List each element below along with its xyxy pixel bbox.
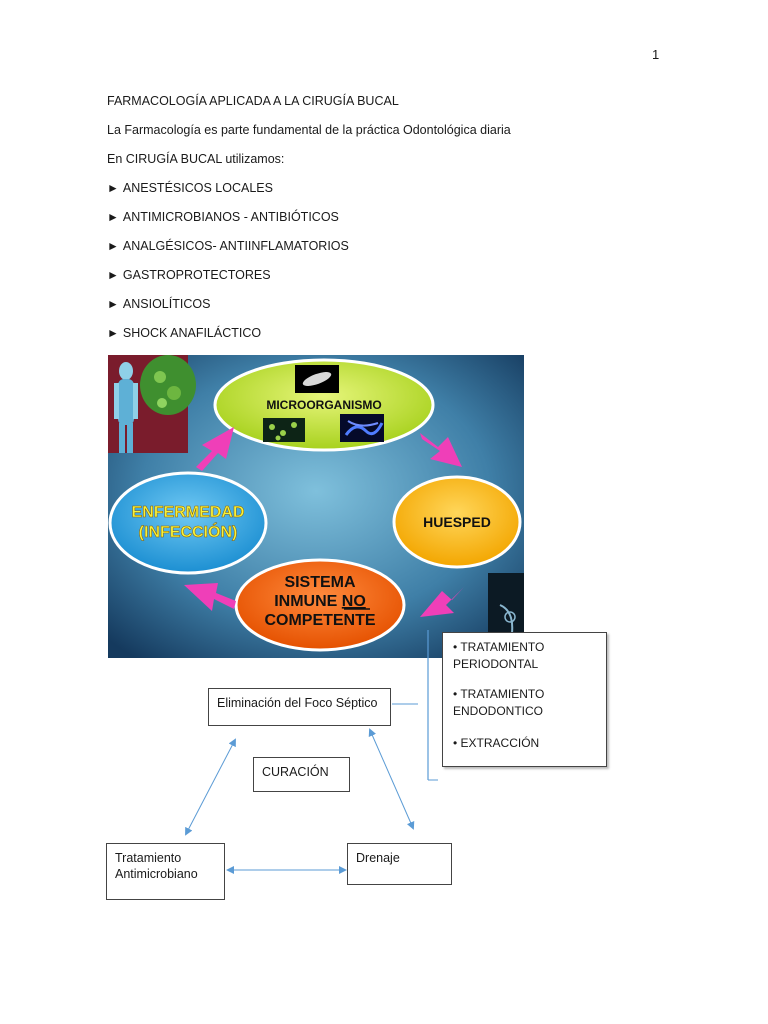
elimination-box: Eliminación del Foco Séptico [208, 688, 391, 726]
bullet-arrow-icon: ► [107, 210, 119, 224]
drug-list-item [107, 326, 261, 340]
host-label: HUESPED [423, 514, 491, 530]
drug-list-item [107, 210, 339, 224]
bullet-arrow-icon: ► [107, 239, 119, 253]
document-title: FARMACOLOGÍA APLICADA A LA CIRUGÍA BUCAL [107, 94, 399, 108]
page-number: 1 [652, 47, 660, 62]
human-anatomy-image [108, 355, 196, 453]
intro-text: La Farmacología es parte fundamental de la práctica Odontológica diaria [107, 123, 511, 137]
drug-list-item-label: GASTROPROTECTORES [122, 268, 271, 282]
disease-label-line1: ENFERMEDAD [131, 504, 245, 521]
drug-list-item [107, 297, 210, 311]
immune-label-line1: SISTEMA [284, 574, 356, 591]
connector-elimination-antimicrobial [186, 740, 235, 834]
disease-label-line2: (INFECCIÓN) [138, 524, 238, 541]
immune-label-line3: COMPETENTE [264, 612, 376, 629]
immune-label-no: NO [341, 593, 366, 610]
drug-list-item-label: ANALGÉSICOS- ANTIINFLAMATORIOS [122, 239, 349, 253]
bullet-arrow-icon: ► [107, 326, 119, 340]
infection-cycle-figure [108, 355, 524, 658]
microorganism-label: MICROORGANISMO [266, 398, 382, 412]
treatment-item: • EXTRACCIÓN [453, 736, 540, 750]
drug-list-item [107, 181, 273, 195]
disease-node [110, 473, 266, 573]
bracket-connector-hook [392, 704, 438, 780]
bullet-arrow-icon: ► [107, 268, 119, 282]
drug-list-item-label: ANTIMICROBIANOS - ANTIBIÓTICOS [122, 210, 339, 224]
treatment-item: • TRATAMIENTO PERIODONTAL [453, 640, 545, 671]
treatments-box [442, 632, 607, 767]
drug-list-item [107, 239, 349, 253]
drainage-box: Drenaje [347, 843, 452, 885]
cure-box: CURACIÓN [253, 757, 350, 792]
drug-list-item-label: ANSIOLÍTICOS [122, 297, 211, 311]
treatment-item: • TRATAMIENTO ENDODONTICO [453, 687, 545, 718]
immune-label-line2-text: INMUNE [274, 593, 342, 610]
drug-list-item-label: SHOCK ANAFILÁCTICO [122, 326, 262, 340]
bullet-arrow-icon: ► [107, 297, 119, 311]
bullet-arrow-icon: ► [107, 181, 119, 195]
immune-label-line2 [274, 593, 366, 610]
drug-list-item [107, 268, 271, 282]
uses-heading: En CIRUGÍA BUCAL utilizamos: [107, 152, 285, 166]
antimicrobial-treatment-box: Tratamiento Antimicrobiano [106, 843, 225, 900]
connector-elimination-drainage [370, 730, 413, 828]
drug-list-item-label: ANESTÉSICOS LOCALES [122, 181, 273, 195]
